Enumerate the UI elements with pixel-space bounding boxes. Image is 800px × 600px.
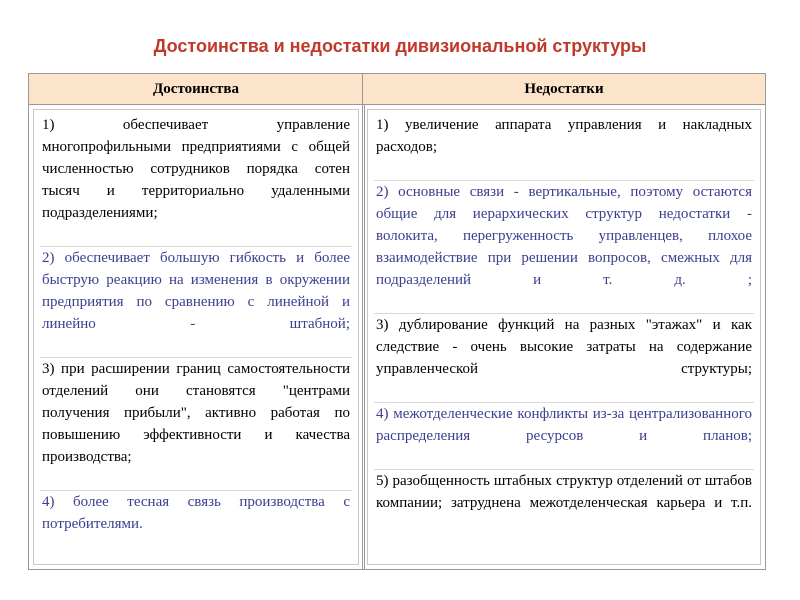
disadvantage-item: 4) межотделенческие конфликты из-за централизованного распределения ресурсов и планов; xyxy=(374,403,754,470)
advantage-item: 4) более тесная связь производства с потребителями. xyxy=(42,494,350,532)
advantage-item: 3) при расширении границ самостоятельности отделений они становятся "центрами получения прибыли", активно работая по повышению эффективности и качества производства; xyxy=(40,358,352,491)
advantage-item: 2) обеспечивает большую гибкость и более быструю реакцию на изменения в окружении предприятия по сравнению с линейной и линейно - штабной; xyxy=(40,247,352,358)
advantages-list xyxy=(33,109,359,565)
disadvantages-column xyxy=(363,74,765,569)
disadvantages-header: Недостатки xyxy=(363,74,765,105)
disadvantage-item: 1) увеличение аппарата управления и накладных расходов; xyxy=(374,114,754,181)
page-title: Достоинства и недостатки дивизиональной структуры xyxy=(153,36,647,56)
comparison-table xyxy=(28,73,766,570)
advantages-header: Достоинства xyxy=(29,74,363,105)
disadvantages-list xyxy=(367,109,761,565)
advantages-column xyxy=(29,74,363,569)
disadvantage-item: 3) дублирование функций на разных "этажах" и как следствие - очень высокие затраты на содержание управленческой структуры; xyxy=(374,314,754,403)
advantage-item: 1) обеспечивает управление многопрофильными предприятиями с общей численностью сотрудников порядка сотен тысяч и территориально удаленными подразделениями; xyxy=(40,114,352,247)
disadvantage-item: 2) основные связи - вертикальные, поэтому остаются общие для иерархических структур недостатки - волокита, перегруженность управленцев, плохое взаимодействие при решении вопросов, смежных для подразделений и т. д. ; xyxy=(374,181,754,314)
disadvantage-item: 5) разобщенность штабных структур отделений от штабов компании; затруднена межотделенческая карьера и т.п. xyxy=(376,473,752,511)
